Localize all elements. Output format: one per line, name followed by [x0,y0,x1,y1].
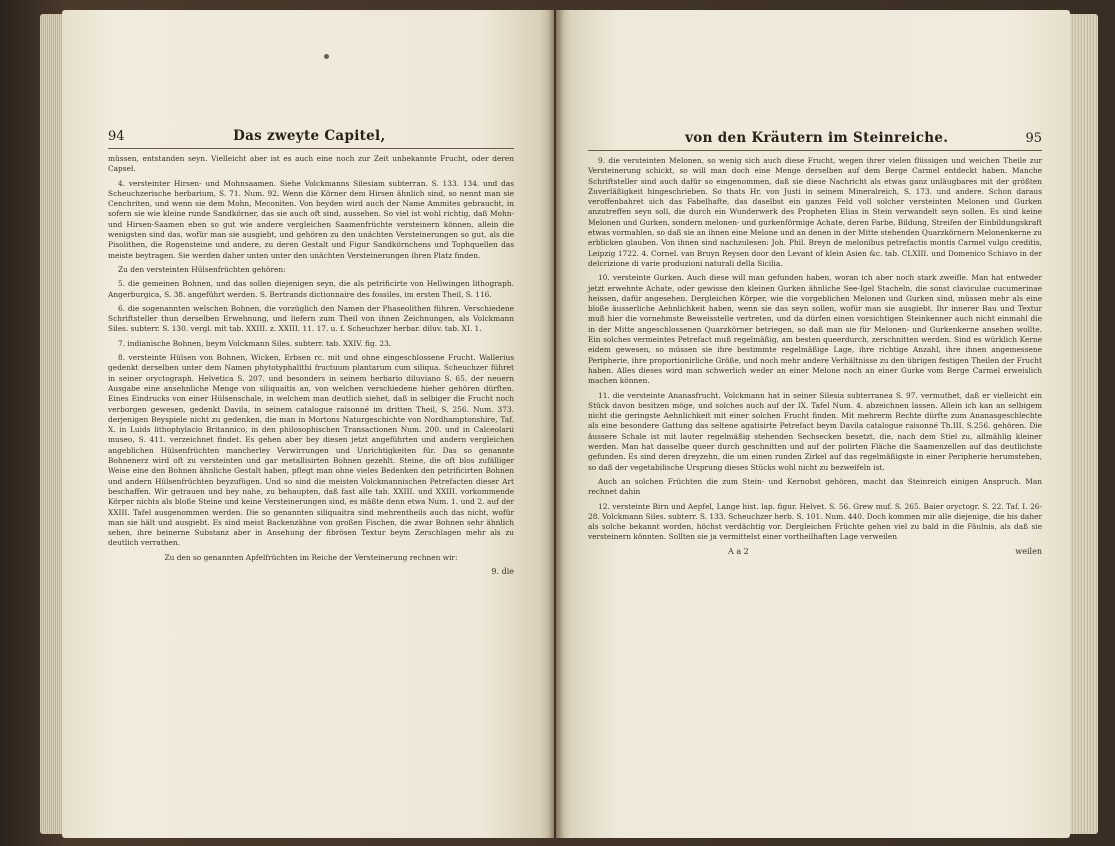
paragraph: 10. versteinte Gurken. Auch diese will man gefunden haben, woran ich aber noch stark zweifle. Man hat entweder jetzt erwehnte Achate, oder gewisse den kleinen Gurken ähnliche See-Igel Stacheln, die sonst claviculae cucumerinae heissen, dafür angesehen. Dergleichen Körper, wie die vorgeblichen Melonen und Gurken sind, müssen mehr als eine bloße äusserliche Aehnlichkeit haben, wenn sie das seyn sollen, wofür man sie ausgiebt. Ihr innerer Bau und Textur muß hier die vornehmste Beweisstelle vertreten, und da dürfen einen vorsichtigen Steinkenner auch nicht einmahl die in der Mitte angeschlossenen Quarzkörner betriegen, so daß man sie für Melonen- und Gurkenkerne ansehen wollte. Ein solches vermeintes Petrefact muß regelmäßig, am besten queerdurch, zerschnitten werden. Sind es würklich Kerne eidem gewesen, so müssen sie ihre bestimmte regelmäßige Lage, ihre richtige Anzahl, ihre ihnen angemessene Peripherie, ihre proportionirliche Größe, und noch mehr andere Verhältnisse zu den übrigen festigen Theilen der Frucht haben. Alles dieses wird man schwerlich weder an einer Melone noch an einer Gurke vom Berge Carmel erweislich machen können. [588,273,1042,386]
paragraph: 4. versteinter Hirsen- und Mohnsaamen. Siehe Volckmanns Silesiam subterran. S. 133. 134. und das Scheuchzerische herbarium, S. 71. Num. 92. Wenn die Körner dem Hirsen ähnlich sind, so nennt man sie Cenchriten, und wenn sie dem Mohn, Meconiten. Von beyden wird auch der Name Ammites gebraucht, in sofern sie wie kleine runde Sandkörner, das sie auch oft sind, aussehen. So viel ist wohl richtig, daß Mohn- und Hirsen-Saamen eben so gut wie andere vergleichen Saamenfrüchte versteinern können, allein die wenigsten sind das, wofür man sie ausgiebt, und gehören zu den unächten Versteinerungen so gut, als die Pisolithen, die Rogensteine und andere, zu deren Gestalt und Figur Sandkörnchens und Tophquellen das meiste beytragen. Sie werden daher unten unter den unächten Versteinerungen ihren Platz finden. [108,178,514,260]
paragraph: 8. versteinte Hülsen von Bohnen, Wicken, Erbsen rc. mit und ohne eingeschlossene Frucht. Wallerius gedenkt derselben unter dem Namen phytotyphalithi fructuum plantarum cum siliqua. Scheuchzer führet in seiner oryctograph. Helvetica S. 207. und besonders in seinem herbario diluviano S. 65. der neuern Ausgabe eine ansehnliche Menge von siliquaitis an, von welchen verschiedene hieher gehören dürften. Eines Eindrucks von einer Hülsenschale, in welchem man deutlich siehet, daß in selbiger die Frucht noch verborgen gewesen, gedenkt Davila, in seinem catalogue raisonné im dritten Theil, S. 256. Num. 373. derjenigen Beyspiele nicht zu gedenken, die man in Mortons Naturgeschichte von Nordhamptonshire, Taf. X. in Luids lithophylacio Britannico, in den philosophischen Transactionen Num. 200. und in Calceolarii museo, S. 411. verzeichnet findet. Es gehen aber bey diesen jetzt angeführten und andern vergleichen angeblichen Hülsenfrüchten mancherley Verwirrungen und Unrichtigkeiten für. Das so genannte Bohnenerz wird oft zu versteinten und gar metallisirten Bohnen gezehlt. Steine, die oft blos zufälliger Weise eine den Bohnen ähnliche Gestalt haben, pflegt man ohne vieles Bedenken den petrificirten Bohnen und andern Hülsenfrüchten beyzufügen. Und so sind die meisten Volckmannischen Petrefacten dieser Art beschaffen. Wir getrauen und bey nahe, zu behaupten, daß fast alle tab. XXIII. und XXIII. vorkommende Körper nichts als bloße Steine und keine Versteinerungen sind, es mäßte denn etwa Num. 1. und 2. auf der XXIII. Tafel ausgenommen werden. Die so genannten siliquaitra sind mehrentheils auch das nicht, wofür man sie hält und ausgiebt. Es sind meist Backenzähne von großen Fischen, die zwar Bohnen sehr ähnlich sehen, ihre beinerne Substanz aber in Ansehung der fibrösen Textur beym Zerschlagen mehr als zu deutlich verrathen. [108,353,514,548]
catchword: weilen [1015,546,1042,556]
running-head: Das zweyte Capitel, [233,128,386,144]
left-page-header [108,128,514,144]
paragraph: Zu den so genannten Apfelfrüchten im Reiche der Versteinerung rechnen wir: [164,552,458,562]
right-page [556,10,1070,838]
signature-line [588,547,1042,556]
page-number: 95 [1025,131,1042,146]
paragraph: 12. versteinte Birn und Aepfel, Lange hist. lap. figur. Helvet. S. 56. Grew muf. S. 265. Baier oryctogr. S. 22. Taf. I. 26-28. Volckmann Siles. subterr. S. 133. Scheuchzer herb. S. 101. Num. 440. Doch kommen mir alle diejenige, die bis daher als solche bekannt worden, höchst verdächtig vor. Dergleichen Früchte gehen viel zu bald in die Fäulnis, als daß sie versteinern könnten. Sollten sie ja vermittelst einer vortheilhaften Lage verweilen [588,501,1042,542]
header-rule [108,148,514,149]
running-head: von den Kräutern im Steinreiche. [685,130,949,146]
book-gutter [548,10,564,838]
right-page-header [588,130,1042,146]
paragraph: 6. die sogenannten welschen Bohnen, die vorzüglich den Namen der Phaseolithen führen. Verschiedene Schriftsteller thun derselben Erwehnung, und liefern zum Theil von ihnen Zeichnungen, als Volckmann Siles. subterr. S. 130. vergl. mit tab. XXIII. z. XXIII. 11. 17. u. f. Scheuchzer herbar. diluv. tab. XI. 1. [108,303,514,334]
paragraph: 7. indianische Bohnen, beym Volckmann Siles. subterr. tab. XXIV. fig. 23. [118,338,392,348]
right-page-text [588,156,1042,543]
page-edges-right [1068,14,1098,834]
paragraph: müssen, entstanden seyn. Vielleicht aber ist es auch eine noch zur Zeit unbekannte Frucht, oder deren Capsel. [108,154,514,174]
page-number: 94 [108,129,125,144]
paragraph: 5. die gemeinen Bohnen, und das sollen diejenigen seyn, die als petrificirte von Hellwingen lithograph. Angerburgica, S. 38. angeführt werden. S. Bertrands dictionnaire des fossiles, im ersten Theil, S. 116. [108,279,514,299]
paragraph: 9. die versteinten Melonen, so wenig sich auch diese Frucht, wegen ihrer vielen flüssigen und weichen Theile zur Versteinerung schickt, so will man doch eine Menge derselben auf dem Berge Carmel entdeckt haben. Manche Schriftsteller sind auch dafür so eingenommen, daß sie diese Nachricht als etwas ganz unläugbares mit der größten Zuverläßigkeit hingeschrieben. So thats Hr. von Justi in seinem Mineralreich, S. 173. und andere. Schon daraus veroffenbahret sich das Fabelhafte, das daselbst ein ganzes Feld voll solcher versteinten Melonen und Gurken anzutreffen seyn soll, die durch ein Wunderwerk des Propheten Elias in Stein verwandelt seyn sollen. Es sind keine Melonen und Gurken, sondern melonen- und gurkenförmige Achate, deren Farbe, Bildung, Streifen der Einbildungskraft etwas vormahlen, so daß sie an ihnen eine Melone und an denen in der Mitte stehenden Quarzkörnern Melonenkerne zu erblicken glauben. Von ihnen sind nachzulesen: Joh. Phil. Breyn de melonibus petrefactis montis Carmel vulgo creditis, Leipzig 1722. 4. Cornel. van Bruyn Reysen door den Levant of klein Asien &c. tab. CLXIII. und Domenico Schiavo in der delcrizione di varie produzioni naturali della Sicilia. [588,156,1042,268]
catchword: 9. die [491,566,514,576]
signature-mark: A a 2 [728,546,749,556]
paragraph: Auch an solchen Früchten die zum Stein- und Kernobst gehören, macht das Steinreich einigen Anspruch. Man rechnet dahin [588,476,1042,497]
paragraph: Zu den versteinten Hülsenfrüchten gehören: [118,264,286,274]
left-page [62,10,554,838]
paragraph: 11. die versteinte Ananasfrucht. Volckmann hat in seiner Silesia subterranea S. 97. vermuthet, daß er vielleicht ein Stück davon besitzen möge, und solches auch auf der IX. Tafel Num. 4. abzeichnen lassen. Allein ich kan an selbigem nicht die geringste Aehnlichkeit mit einer solchen Frucht finden. Mit mehrerm Rechte dürfte zum Ananasgeschlechte als eine besondere Gattung das seltene agatisirte Petrefact beym Davila catalogue raisonné Th.III. S.256. gehören. Die äussere Schale ist mit lauter regelmäßig stehenden Sechsecken besetzt, die, nach dem Stiel zu, allmählig kleiner werden. Man hat dasselbe queer durch geschnitten und auf der polirten Fläche die Saamenzellen auf das deutlichste gefunden. Es sind deren dreyzehn, die um einen runden Zirkel auf das regelmäßigste in einer Peripherie herumstehen, so daß der vegetabilische Ursprung dieses Stücks wohl nicht zu bezweifeln ist. [588,390,1042,472]
page-edges-left [40,14,64,834]
left-page-text [108,154,514,563]
header-rule [588,150,1042,151]
